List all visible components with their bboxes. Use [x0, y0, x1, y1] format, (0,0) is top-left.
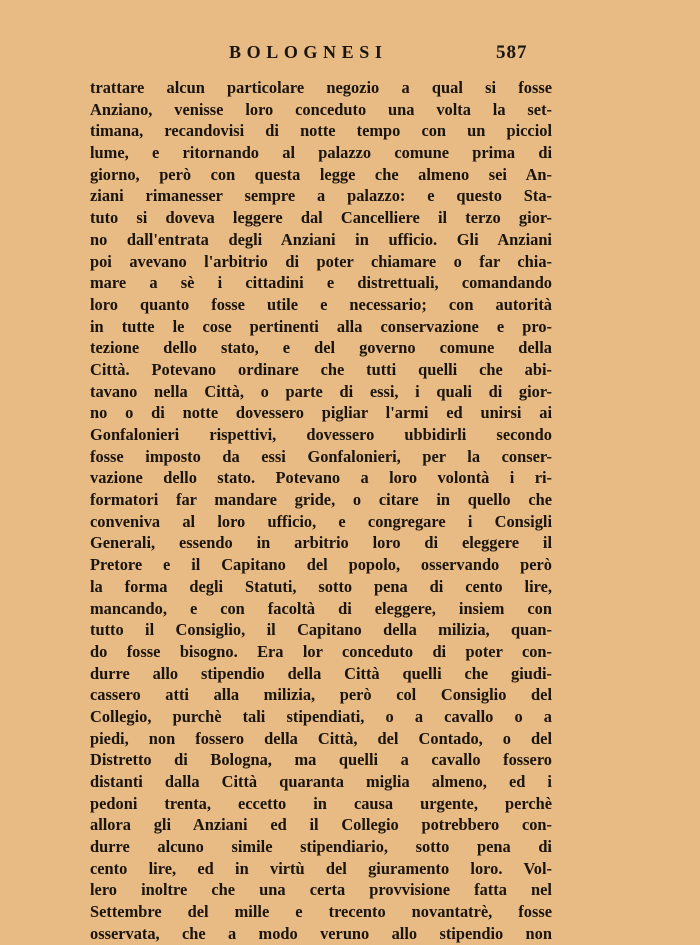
- text-line: vazione dello stato. Potevano a loro volontà i ri-: [90, 468, 552, 488]
- text-line: Collegio, purchè tali stipendiati, o a cavallo o a: [90, 706, 552, 726]
- text-line: Settembre del mille e trecento novantatrè, fosse: [90, 902, 552, 922]
- text-line: no o di notte dovessero pigliar l'armi ed unirsi ai: [90, 403, 552, 423]
- text-line: durre allo stipendio della Città quelli che giudi-: [90, 663, 552, 683]
- text-line: Anziano, venisse loro conceduto una volta la set-: [90, 99, 552, 119]
- text-line: lero inoltre che una certa provvisione fatta nel: [90, 880, 552, 900]
- text-line: Gonfalonieri rispettivi, dovessero ubbidirli secondo: [90, 425, 552, 444]
- body-text: [90, 77, 552, 945]
- text-line: durre alcuno simile stipendiario, sotto pena di: [90, 837, 552, 857]
- text-line: mancando, e con facoltà di eleggere, insiem con: [90, 598, 552, 618]
- text-line: timana, recandovisi di notte tempo con un picciol: [90, 121, 552, 141]
- text-line: Pretore e il Capitano del popolo, osservando però: [90, 555, 552, 575]
- text-line: tuto si doveva leggere dal Cancelliere il terzo gior-: [90, 208, 552, 228]
- text-line: cento lire, ed in virtù del giuramento loro. Vol-: [90, 858, 552, 878]
- text-line: loro quanto fosse utile e necessario; con autorità: [90, 294, 552, 314]
- text-line: tutto il Consiglio, il Capitano della milizia, quan-: [90, 620, 552, 640]
- text-line: Generali, essendo in arbitrio loro di eleggere il: [90, 533, 552, 553]
- text-line: distanti dalla Città quaranta miglia almeno, ed i: [90, 772, 552, 791]
- page-number: 587: [496, 42, 528, 63]
- running-head: BOLOGNESI: [229, 42, 388, 62]
- text-line: giorno, però con questa legge che almeno sei An-: [90, 164, 552, 184]
- page-header: [0, 42, 700, 66]
- text-line: piedi, non fossero della Città, del Contado, o del: [90, 728, 552, 748]
- text-line: lume, e ritornando al palazzo comune prima di: [90, 143, 552, 163]
- text-line: fosse imposto da essi Gonfalonieri, per la conser-: [90, 446, 552, 466]
- text-line: osservata, che a modo veruno allo stipendio non: [90, 923, 552, 943]
- text-line: trattare alcun particolare negozio a qual si fosse: [90, 78, 552, 97]
- text-line: Distretto di Bologna, ma quelli a cavallo fossero: [90, 750, 552, 770]
- text-line: pedoni trenta, eccetto in causa urgente, perchè: [90, 793, 552, 813]
- text-line: in tutte le cose pertinenti alla conservazione e pro-: [90, 316, 552, 336]
- text-line: Città. Potevano ordinare che tutti quelli che abi-: [90, 359, 552, 379]
- text-line: cassero atti alla milizia, però col Consiglio del: [90, 685, 552, 705]
- text-line: no dall'entrata degli Anziani in ufficio. Gli Anziani: [90, 229, 552, 249]
- text-line: tavano nella Città, o parte di essi, i quali di gior-: [90, 381, 552, 401]
- text-line: poi avevano l'arbitrio di poter chiamare o far chia-: [90, 251, 552, 271]
- text-line: allora gli Anziani ed il Collegio potrebbero con-: [90, 815, 552, 835]
- text-line: ziani rimanesser sempre a palazzo: e questo Sta-: [90, 186, 552, 206]
- text-line: mare a sè i cittadini e distrettuali, comandando: [90, 273, 552, 293]
- text-line: do fosse bisogno. Era lor conceduto di poter con-: [90, 641, 552, 661]
- text-line: conveniva al loro ufficio, e congregare i Consigli: [90, 511, 552, 531]
- text-line: formatori far mandare gride, o citare in quello che: [90, 490, 552, 510]
- text-line: la forma degli Statuti, sotto pena di cento lire,: [90, 576, 552, 596]
- text-line: tezione dello stato, e del governo comune della: [90, 338, 552, 358]
